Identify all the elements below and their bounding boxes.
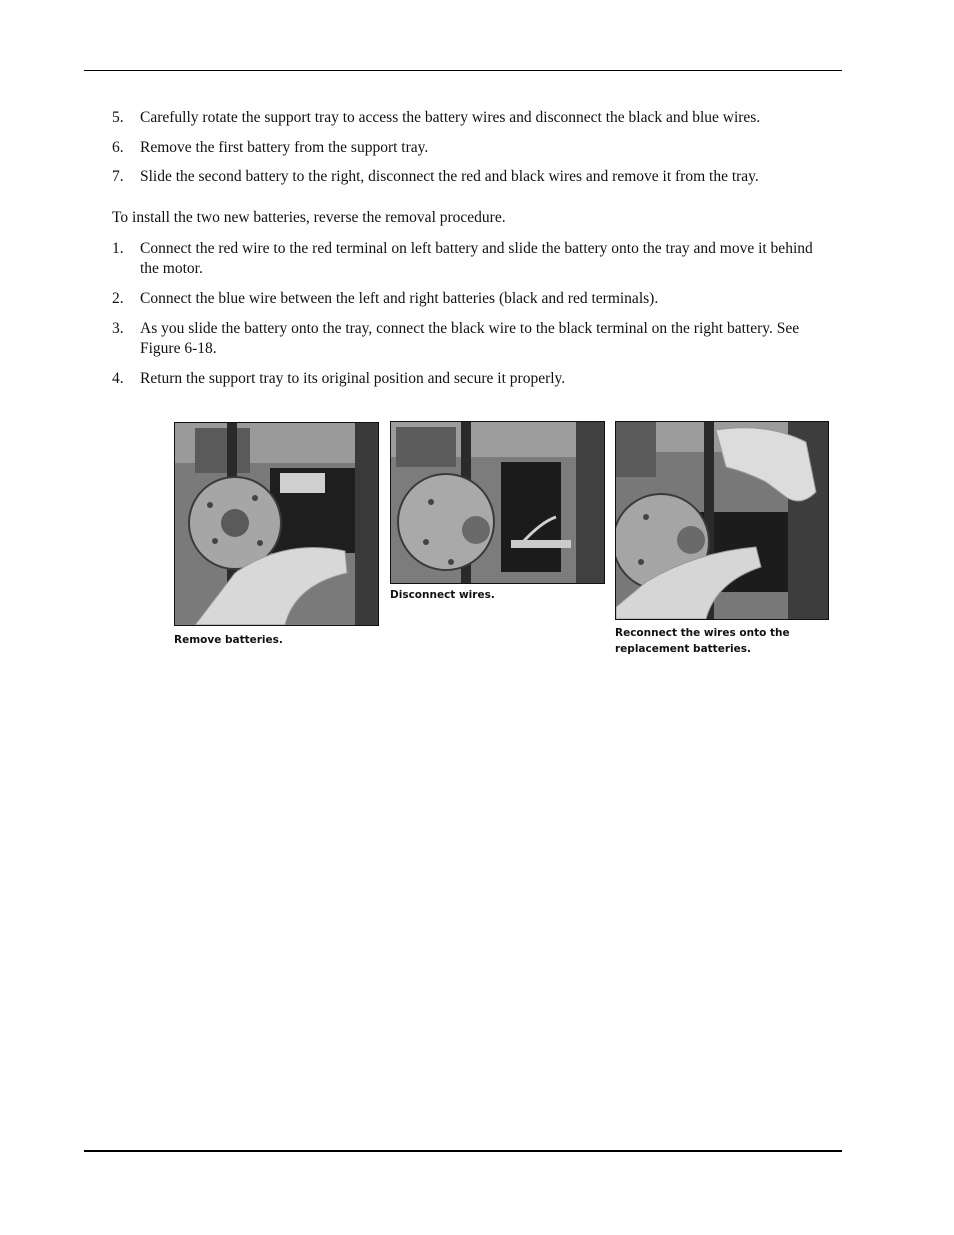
step-text: Connect the red wire to the red terminal on left battery and slide the battery onto the tray and move it behind the motor.: [140, 240, 813, 277]
removal-step-6: [112, 138, 832, 158]
step-text: Connect the blue wire between the left and right batteries (black and red terminals).: [140, 290, 659, 307]
install-step-4: [112, 369, 832, 389]
step-number: 6.: [112, 139, 124, 156]
step-text: Slide the second battery to the right, disconnect the red and black wires and remove it from the tray.: [140, 168, 759, 185]
install-step-2: [112, 289, 832, 309]
step-text: Return the support tray to its original position and secure it properly.: [140, 370, 566, 387]
step-text: Remove the first battery from the support tray.: [140, 139, 429, 156]
photo-remove-batteries: [174, 422, 379, 626]
figure-caption: [615, 625, 790, 657]
figure-caption: Remove batteries.: [174, 634, 283, 646]
photo-disconnect-wires: [390, 421, 605, 584]
step-number: 1.: [112, 240, 124, 257]
header-rule: [84, 70, 842, 71]
step-number: 3.: [112, 320, 124, 337]
step-text: Carefully rotate the support tray to access the battery wires and disconnect the black and blue wires.: [140, 109, 761, 126]
photo-reconnect-wires: [615, 421, 829, 620]
step-number: 5.: [112, 109, 124, 126]
footer-rule: [84, 1150, 842, 1152]
caption-line: Reconnect the wires onto the: [615, 627, 790, 639]
install-intro: To install the two new batteries, reverse the removal procedure.: [112, 209, 506, 226]
step-number: 2.: [112, 290, 124, 307]
step-text: As you slide the battery onto the tray, connect the black wire to the black terminal on the right battery. See Figure 6-18.: [140, 320, 800, 357]
install-step-3: [112, 319, 832, 359]
figure-caption: Disconnect wires.: [390, 589, 495, 601]
step-number: 7.: [112, 168, 124, 185]
install-step-1: [112, 239, 832, 279]
caption-line: replacement batteries.: [615, 643, 751, 655]
removal-step-5: [112, 108, 832, 128]
step-number: 4.: [112, 370, 124, 387]
removal-step-7: [112, 167, 832, 187]
